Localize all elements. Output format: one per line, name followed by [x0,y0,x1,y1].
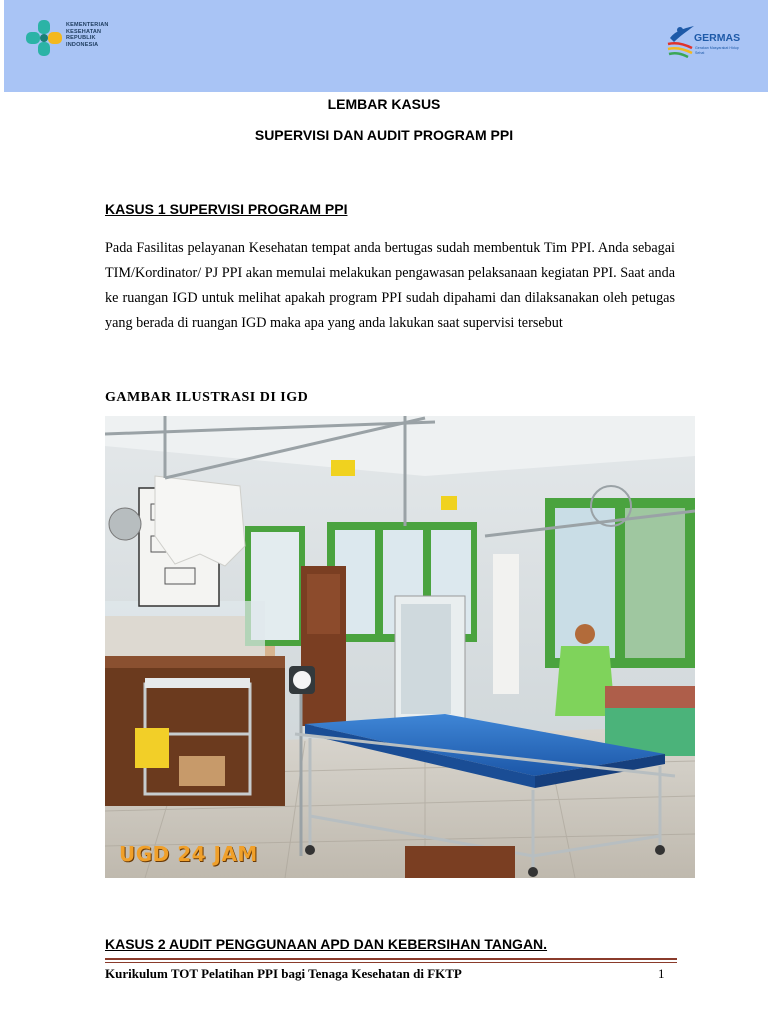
case-2-heading: KASUS 2 AUDIT PENGGUNAAN APD DAN KEBERSIHAN TANGAN. [105,936,548,952]
case-1-body: Pada Fasilitas pelayanan Kesehatan tempat anda bertugas sudah membentuk Tim PPI. Anda sebagai TIM/Kordinator/ PJ PPI akan memulai melakukan pengawasan pelaksanaan kegiatan PPI. Saat anda ke ruangan IGD untuk melihat apakah program PPI sudah dipahami dan dilaksanakan oleh petugas yang berada di ruangan IGD maka apa yang anda lakukan saat supervisi tersebut [105,240,675,331]
footer-rule-thin [105,962,677,963]
document-subtitle: SUPERVISI DAN AUDIT PROGRAM PPI [254,127,514,143]
ugd-24-jam-label: UGD 24 JAM [119,842,258,866]
igd-illustration-photo [105,416,695,878]
igd-room-illustration [105,416,695,878]
header-band [4,0,768,92]
germas-logo-icon [666,24,696,58]
kemenkes-logo-text: KEMENTERIAN KESEHATAN REPUBLIK INDONESIA [66,22,109,48]
footer-curriculum-text: Kurikulum TOT Pelatihan PPI bagi Tenaga Kesehatan di FKTP [105,966,462,981]
page-number: 1 [658,966,665,981]
case-1-heading: KASUS 1 SUPERVISI PROGRAM PPI [105,201,348,217]
kemenkes-logo-icon [24,18,64,58]
germas-tagline: Gerakan Masyarakat Hidup Sehat [695,46,739,55]
document-title: LEMBAR KASUS [327,96,441,112]
illustration-caption: GAMBAR ILUSTRASI DI IGD [105,390,309,405]
germas-wordmark: GERMAS [694,32,741,44]
footer-rule [105,958,677,960]
